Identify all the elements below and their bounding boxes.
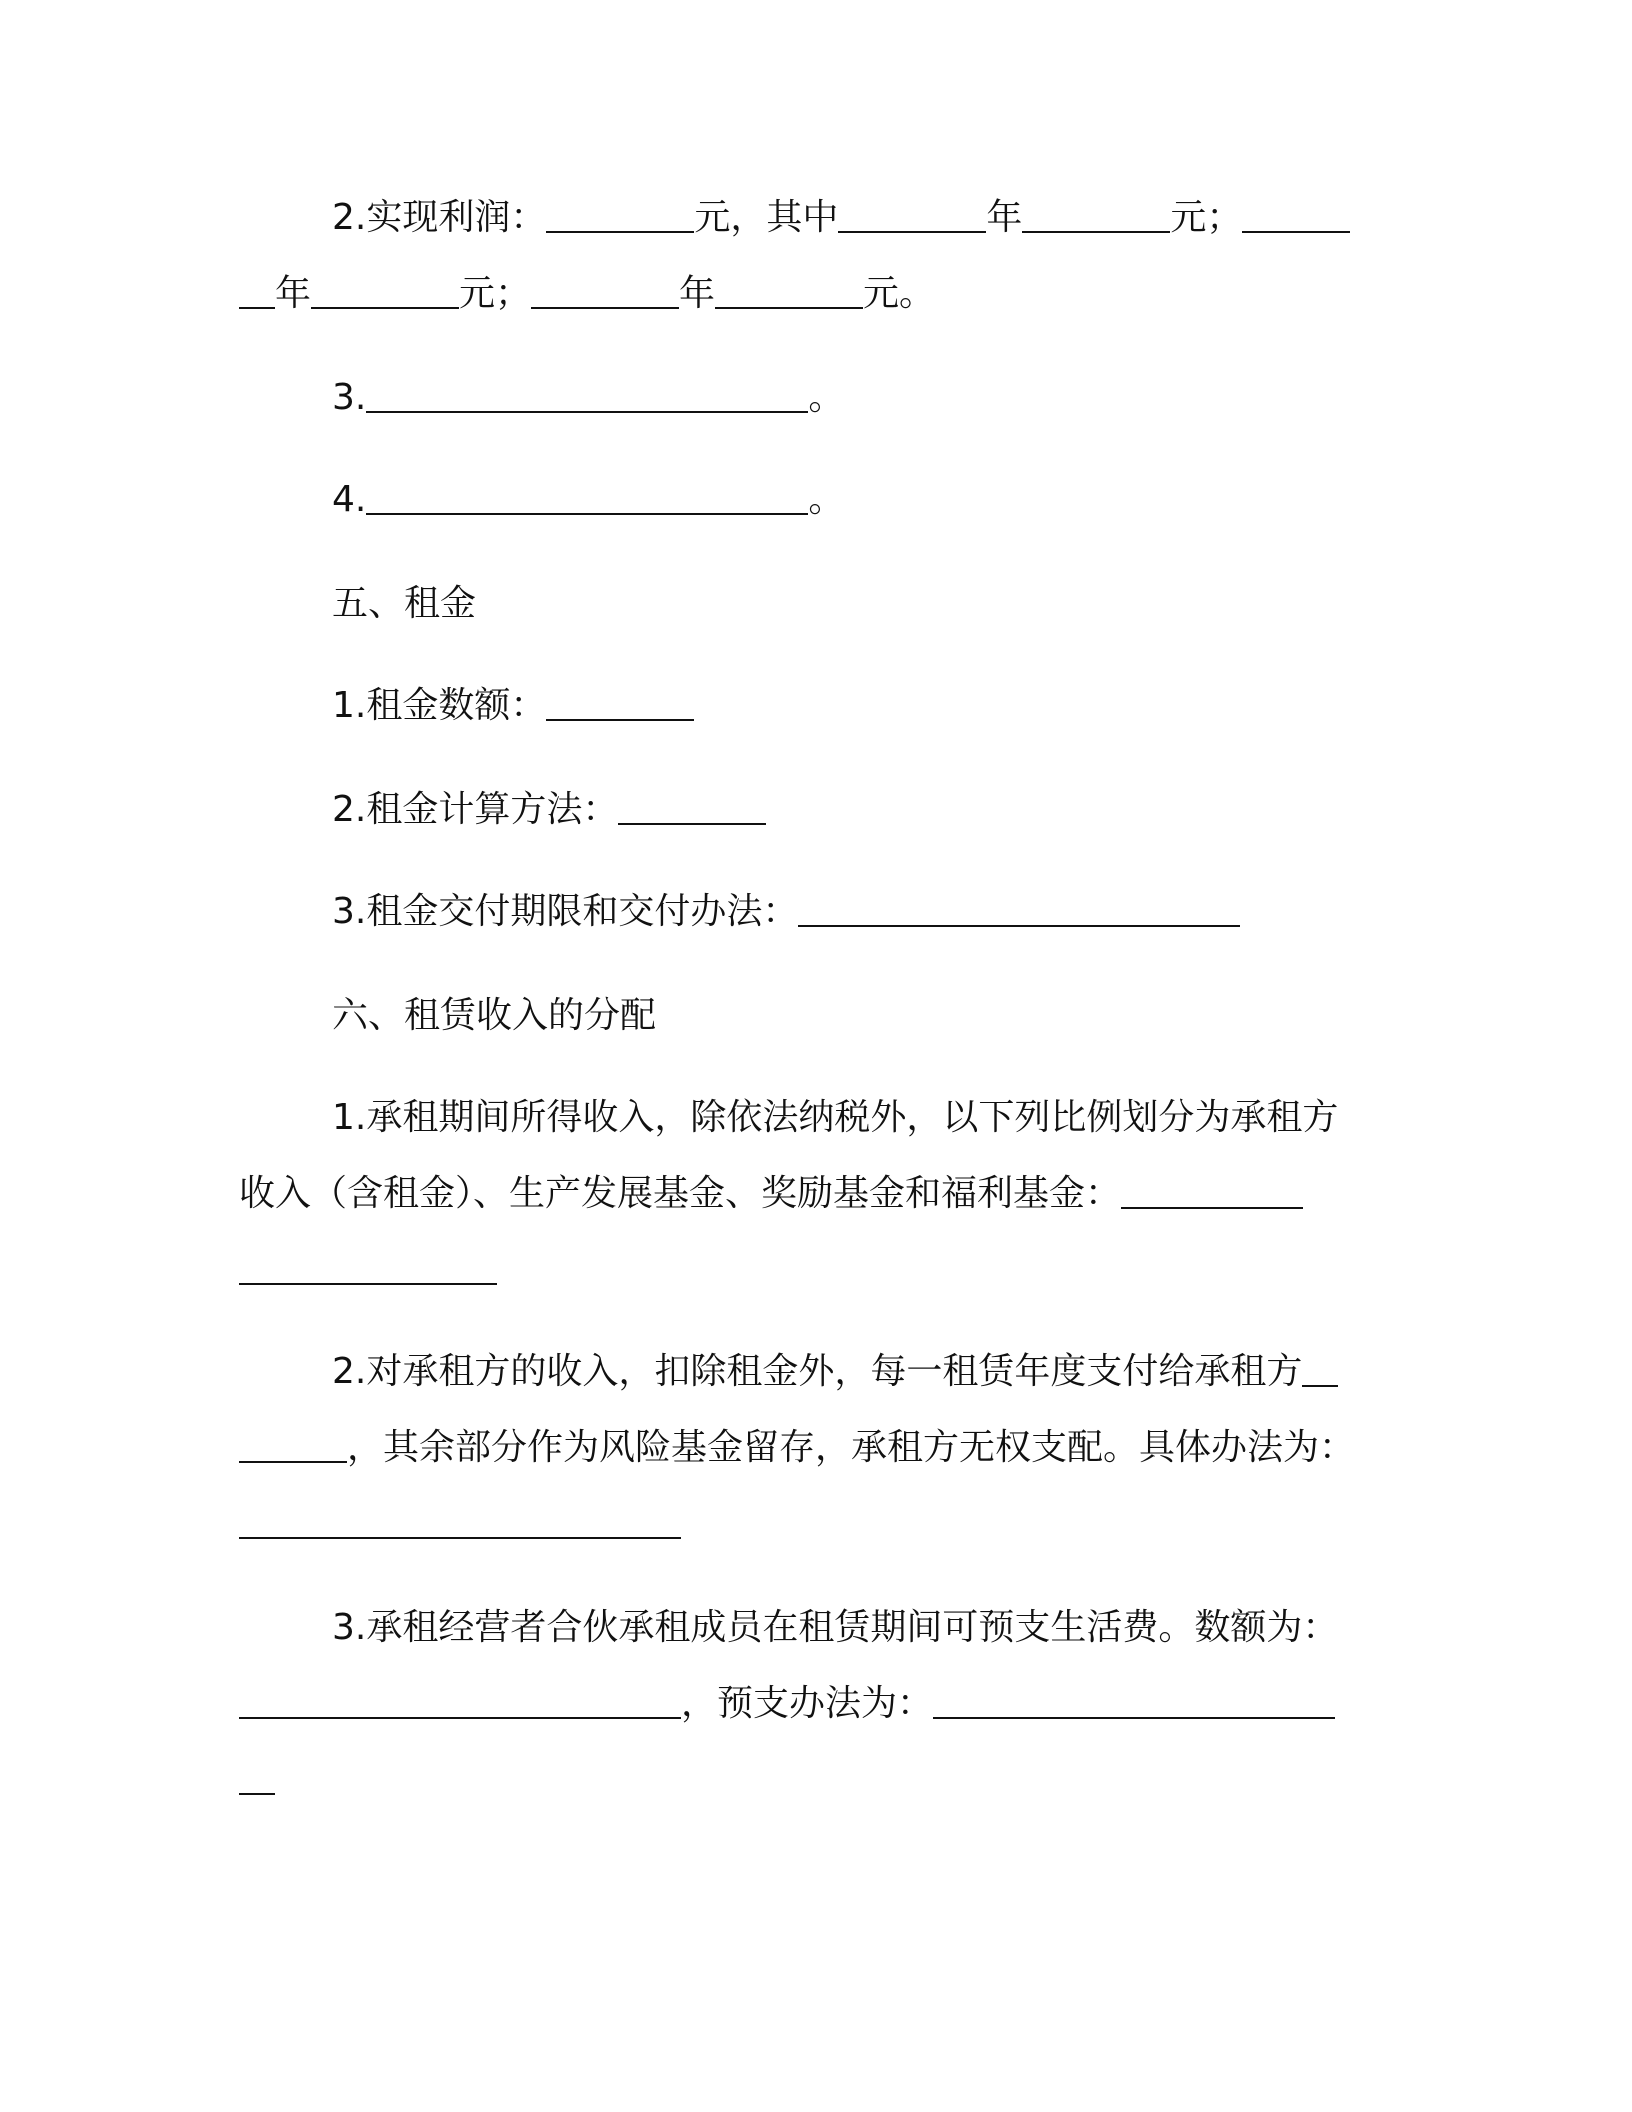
income-item-2-line <box>332 1346 1338 1398</box>
income-item-3-line-2 <box>239 1678 1335 1730</box>
item-number: 3. <box>332 377 367 418</box>
income-item-2-line-3 <box>239 1498 681 1550</box>
paragraph-text: ，其余部分作为风险基金留存，承租方无权支配。具体办法为： <box>347 1427 1356 1468</box>
blank-field[interactable] <box>546 683 694 721</box>
blank-field[interactable] <box>715 271 863 309</box>
text-fragment: 。 <box>808 377 845 418</box>
field-label: 2.租金计算方法： <box>332 789 619 830</box>
blank-field[interactable] <box>546 195 694 233</box>
income-item-2-line-2 <box>239 1422 1355 1474</box>
paragraph-text: 收入（含租金）、生产发展基金、奖励基金和福利基金： <box>239 1173 1122 1214</box>
text-fragment: 元； <box>459 273 532 314</box>
paragraph-text: ，预支办法为： <box>681 1683 934 1724</box>
income-item-1-line-3 <box>239 1244 497 1296</box>
blank-field[interactable] <box>239 1501 681 1539</box>
profit-label: 2.实现利润： <box>332 197 547 238</box>
blank-field[interactable] <box>239 1425 347 1463</box>
paragraph-text: 2.对承租方的收入，扣除租金外，每一租赁年度支付给承租方 <box>332 1351 1303 1392</box>
blank-field[interactable] <box>618 787 766 825</box>
rent-payment-line <box>332 886 1240 938</box>
blank-field[interactable] <box>239 1247 497 1285</box>
heading-text: 六、租赁收入的分配 <box>332 995 657 1036</box>
blank-field[interactable] <box>366 375 808 413</box>
income-item-1-line <box>332 1092 1338 1144</box>
profit-line <box>332 192 1350 244</box>
profit-line-continued <box>239 268 935 320</box>
blank-field[interactable] <box>239 1681 681 1719</box>
blank-field[interactable] <box>366 477 808 515</box>
blank-field[interactable] <box>933 1681 1335 1719</box>
text-fragment: 元，其中 <box>694 197 839 238</box>
blank-field[interactable] <box>1121 1171 1303 1209</box>
blank-field[interactable] <box>1302 1349 1338 1387</box>
paragraph-text: 3.承租经营者合伙承租成员在租赁期间可预支生活费。数额为： <box>332 1607 1339 1648</box>
blank-field[interactable] <box>311 271 459 309</box>
field-label: 1.租金数额： <box>332 685 547 726</box>
heading-text: 五、租金 <box>332 583 477 624</box>
blank-field[interactable] <box>1022 195 1170 233</box>
item-3-line <box>332 372 844 424</box>
section-heading-income <box>332 990 656 1042</box>
text-fragment: 年 <box>679 273 716 314</box>
income-item-3-line-3 <box>239 1754 275 1806</box>
income-item-3-line <box>332 1602 1338 1654</box>
item-number: 4. <box>332 479 367 520</box>
blank-field[interactable] <box>1242 195 1350 233</box>
item-4-line <box>332 474 844 526</box>
blank-field[interactable] <box>239 271 275 309</box>
income-item-1-line-2 <box>239 1168 1303 1220</box>
rent-amount-line <box>332 680 694 732</box>
blank-field[interactable] <box>239 1757 275 1795</box>
text-fragment: 年 <box>275 273 312 314</box>
blank-field[interactable] <box>531 271 679 309</box>
blank-field[interactable] <box>798 889 1240 927</box>
text-fragment: 。 <box>808 479 845 520</box>
section-heading-rent <box>332 578 476 630</box>
rent-calc-line <box>332 784 766 836</box>
paragraph-text: 1.承租期间所得收入，除依法纳税外，以下列比例划分为承租方 <box>332 1097 1339 1138</box>
blank-field[interactable] <box>838 195 986 233</box>
text-fragment: 元； <box>1170 197 1243 238</box>
text-fragment: 元。 <box>863 273 936 314</box>
text-fragment: 年 <box>986 197 1023 238</box>
field-label: 3.租金交付期限和交付办法： <box>332 891 799 932</box>
